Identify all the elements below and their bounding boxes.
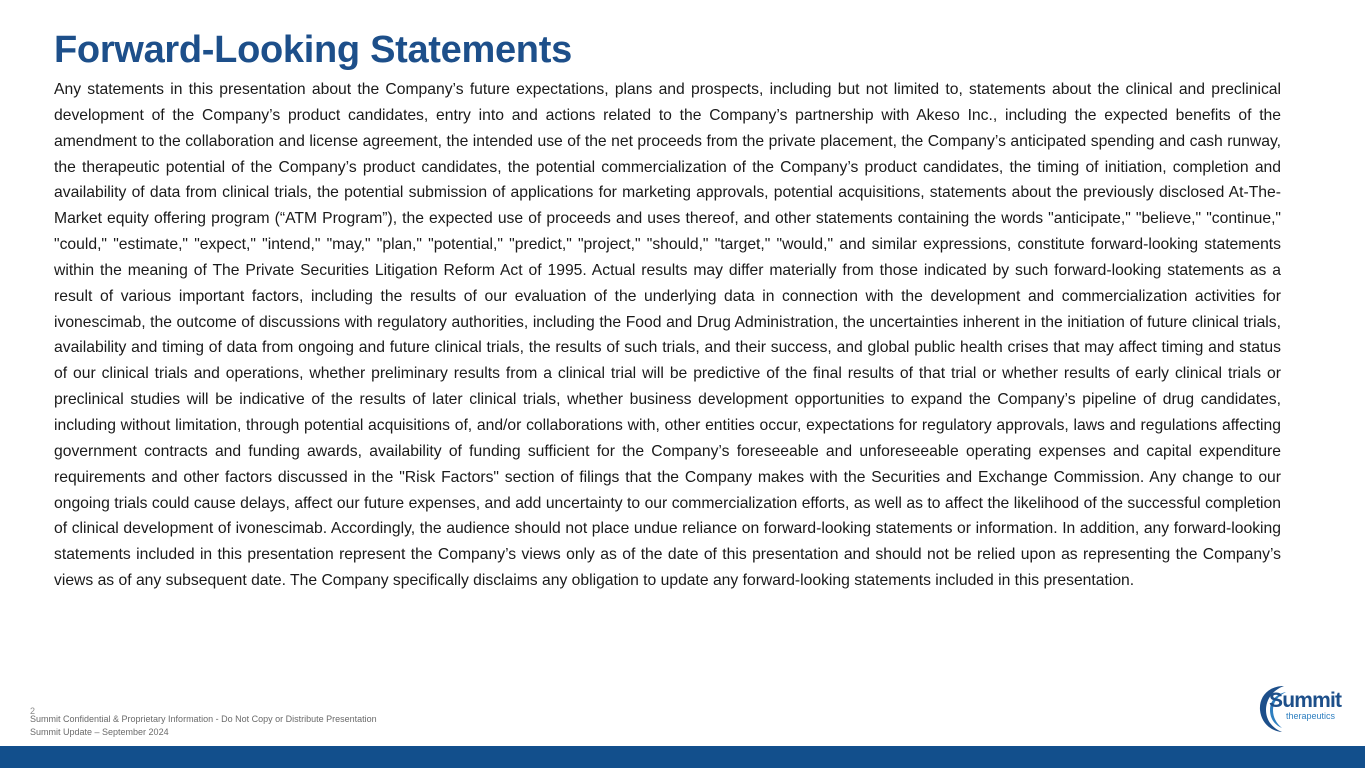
logo-subtitle: therapeutics — [1286, 711, 1336, 721]
logo-wordmark: Summit — [1269, 689, 1342, 712]
footer-update-date: Summit Update – September 2024 — [30, 727, 169, 737]
bottom-brand-bar — [0, 746, 1365, 768]
slide-title: Forward-Looking Statements — [54, 29, 572, 71]
page-number: 2 — [30, 706, 36, 716]
footer-confidential-notice: Summit Confidential & Proprietary Information - Do Not Copy or Distribute Presentation — [30, 714, 377, 724]
summit-logo — [1256, 683, 1340, 735]
forward-looking-statement-body: Any statements in this presentation about the Company’s future expectations, plans and prospects, including but not limited to, statements about the clinical and preclinical development of the Company’s product candidates, entry into and actions related to the Company’s partnership with Akeso Inc., including the expected benefits of the amendment to the collaboration and license agreement, the intended use of the net proceeds from the private placement, the Company’s anticipated spending and cash runway, the therapeutic potential of the Company’s product candidates, the potential commercialization of the Company’s product candidates, the timing of initiation, completion and availability of data from clinical trials, the potential submission of applications for marketing approvals, potential acquisitions, statements about the previously disclosed At-The-Market equity offering program (“ATM Program”), the expected use of proceeds and uses thereof, and other statements containing the words "anticipate," "believe," "continue," "could," "estimate," "expect," "intend," "may," "plan," "potential," "predict," "project," "should," "target," "would," and similar expressions, constitute forward-looking statements within the meaning of The Private Securities Litigation Reform Act of 1995. Actual results may differ materially from those indicated by such forward-looking statements as a result of various important factors, including the results of our evaluation of the underlying data in connection with the development and commercialization activities for ivonescimab, the outcome of discussions with regulatory authorities, including the Food and Drug Administration, the uncertainties inherent in the initiation of future clinical trials, availability and timing of data from ongoing and future clinical trials, the results of such trials, and their success, and global public health crises that may affect timing and status of our clinical trials and operations, whether preliminary results from a clinical trial will be predictive of the final results of that trial or whether results of early clinical trials or preclinical studies will be indicative of the results of later clinical trials, whether business development opportunities to expand the Company’s pipeline of drug candidates, including without limitation, through potential acquisitions of, and/or collaborations with, other entities occur, expectations for regulatory approvals, laws and regulations affecting government contracts and funding awards, availability of funding sufficient for the Company’s foreseeable and unforeseeable operating expenses and capital expenditure requirements and other factors discussed in the "Risk Factors" section of filings that the Company makes with the Securities and Exchange Commission. Any change to our ongoing trials could cause delays, affect our future expenses, and add uncertainty to our commercialization efforts, as well as to affect the likelihood of the successful completion of clinical development of ivonescimab. Accordingly, the audience should not place undue reliance on forward-looking statements or information. In addition, any forward-looking statements included in this presentation represent the Company’s views only as of the date of this presentation and should not be relied upon as representing the Company’s views as of any subsequent date. The Company specifically disclaims any obligation to update any forward-looking statements included in this presentation. — [54, 81, 1281, 590]
